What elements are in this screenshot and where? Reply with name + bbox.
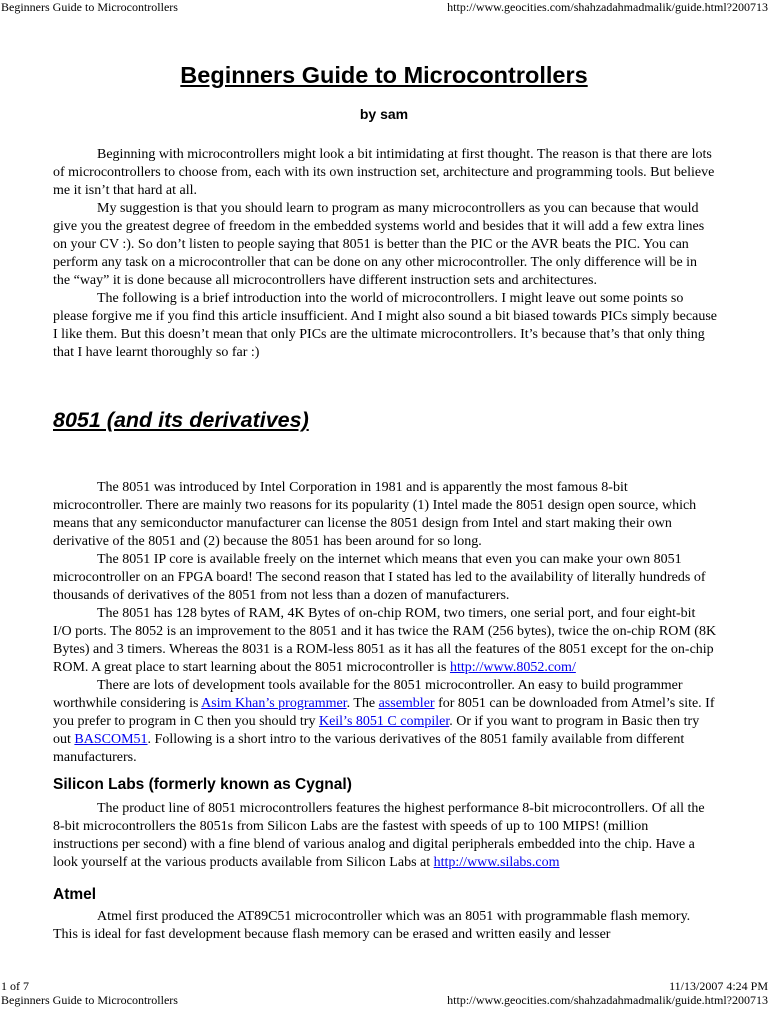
link-bascom51[interactable]: BASCOM51 bbox=[74, 732, 148, 747]
intro-section bbox=[53, 146, 717, 362]
paragraph-text: for 8051 can be downloaded from Atmel’s site. If you prefer to program in C then you should try bbox=[53, 696, 715, 729]
paragraph-text: The product line of 8051 microcontrollers features the highest performance 8-bit microcontrollers. Of all the 8-bit microcontrollers the 8051s from Silicon Labs are the fastest with speeds of up to 100 MIPS! (million instructions per second) with a fine blend of various analog and digital peripherals embedded into the chip. Have a look yourself at the various products available from Silicon Labs at bbox=[53, 801, 705, 870]
article-title: Beginners Guide to Microcontrollers bbox=[180, 62, 588, 88]
paragraph-text: The 8051 has 128 bytes of RAM, 4K Bytes of on-chip ROM, two timers, one serial port, and four eight-bit I/O ports. The 8052 is an improvement to the 8051 and it has twice the RAM (256 bytes), twice the on-chip ROM (8K Bytes) and 3 timers. Whereas the 8031 is a ROM-less 8051 as it has all the features of the 8051 except for the on-chip ROM. A great place to start learning about the 8051 microcontroller is bbox=[53, 606, 717, 675]
article-byline: by sam bbox=[359, 106, 409, 122]
paragraph bbox=[53, 677, 717, 767]
paragraph-text: . The bbox=[346, 696, 379, 711]
paragraph: Atmel first produced the AT89C51 microcontroller which was an 8051 with programmable flash memory. This is ideal for fast development because flash memory can be erased and written easily and lesser bbox=[53, 909, 691, 942]
section-heading-8051: 8051 (and its derivatives) bbox=[53, 408, 309, 432]
intro-paragraph: The following is a brief introduction into the world of microcontrollers. I might leave out some points so please forgive me if you find this article insufficient. And I might also sound a bit biased towards PICs simply because I like them. But this doesn’t mean that only PICs are the ultimate microcontrollers. It’s because that’s that only thing that I have learnt thoroughly so far :) bbox=[53, 291, 717, 360]
link-assembler[interactable]: assembler bbox=[378, 696, 435, 711]
link-silabs[interactable]: http://www.silabs.com bbox=[433, 855, 560, 870]
paragraph bbox=[53, 800, 717, 872]
link-8052[interactable]: http://www.8052.com/ bbox=[449, 660, 576, 675]
section-atmel bbox=[53, 908, 717, 944]
paragraph bbox=[53, 605, 717, 677]
section-8051 bbox=[53, 479, 717, 767]
paragraph-text: There are lots of development tools available for the 8051 microcontroller. An easy to build programmer worthwhile considering is bbox=[53, 678, 683, 711]
print-header-title: Beginners Guide to Microcontrollers bbox=[1, 0, 178, 14]
page-number: 1 of 7 bbox=[1, 979, 29, 993]
print-header-url: http://www.geocities.com/shahzadahmadmalik/guide.html?200713 bbox=[447, 0, 768, 14]
intro-paragraph: My suggestion is that you should learn to program as many microcontrollers as you can because that would give you the greatest degree of freedom in the embedded systems world and besides that it will add a few extra lines on your CV :). So don’t listen to people saying that 8051 is better than the PIC or the AVR beats the PIC. You can perform any task on a microcontroller that can be done on any other microcontroller. The only difference will be in the “way” it is done because all microcontrollers have different instruction sets and architectures. bbox=[53, 201, 705, 288]
paragraph: The 8051 IP core is available freely on the internet which means that even you can make your own 8051 microcontroller on an FPGA board! The second reason that I stated has led to the availability of literally hundreds of thousands of derivatives of the 8051 from not less than a dozen of manufacturers. bbox=[53, 552, 706, 603]
paragraph: The 8051 was introduced by Intel Corporation in 1981 and is apparently the most famous 8-bit microcontroller. There are mainly two reasons for its popularity (1) Intel made the 8051 design open source, which means that any semiconductor manufacturer can license the 8051 design from Intel and start making their own derivative of the 8051 and (2) because the 8051 has been around for so long. bbox=[53, 480, 697, 549]
link-asim-khan-programmer[interactable]: Asim Khan’s programmer bbox=[201, 696, 347, 711]
section-silicon-labs bbox=[53, 800, 717, 872]
link-keil-compiler[interactable]: Keil’s 8051 C compiler bbox=[318, 714, 450, 729]
print-footer-title: Beginners Guide to Microcontrollers bbox=[1, 993, 178, 1007]
print-footer-url: http://www.geocities.com/shahzadahmadmalik/guide.html?200713 bbox=[447, 993, 768, 1007]
section-heading-atmel: Atmel bbox=[53, 886, 97, 903]
paragraph-text: . Following is a short intro to the various derivatives of the 8051 family available from different manufacturers. bbox=[53, 732, 685, 765]
section-heading-silicon-labs: Silicon Labs (formerly known as Cygnal) bbox=[53, 776, 352, 793]
intro-paragraph: Beginning with microcontrollers might look a bit intimidating at first thought. The reason is that there are lots of microcontrollers to choose from, each with its own instruction set, architecture and programming tools. But believe me it isn’t that hard at all. bbox=[53, 147, 715, 198]
paragraph-text: . Or if you want to program in Basic then try out bbox=[53, 714, 700, 747]
print-datetime: 11/13/2007 4:24 PM bbox=[669, 979, 768, 993]
